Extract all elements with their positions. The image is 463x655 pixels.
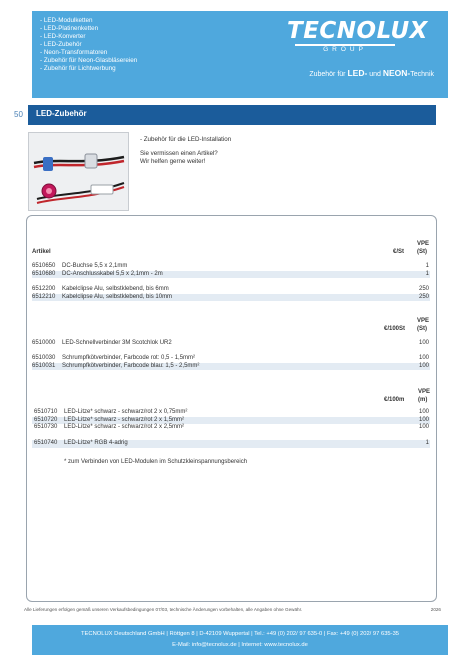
intro-text [140,136,231,166]
article-number: 6512210 [32,293,56,300]
product-photo [28,132,129,211]
article-description: Kabelclipse Alu, selbstklebend, bis 10mm [62,293,173,300]
article-vpe: 100 [418,340,429,346]
logo-group-text: GROUP [323,46,367,53]
header-banner [32,11,448,98]
table-row[interactable] [32,294,430,302]
article-vpe: 1 [425,440,429,446]
article-description: LED-Schnellverbinder 3M Scotchlok UR2 [62,340,172,346]
table-row[interactable] [32,440,430,448]
tagline: Zubehör für LED- und NEON-Technik [309,68,434,78]
article-vpe: 100 [418,409,429,415]
article-description: DC-Buchse 5,5 x 2,1mm [62,263,128,269]
article-description: LED-Litze* schwarz - schwarz/rot 2 x 2,5mm² [64,424,185,430]
table-row[interactable] [32,286,430,294]
article-number: 6510031 [32,362,56,369]
table-row[interactable] [32,424,430,432]
table-row[interactable] [32,363,430,371]
article-number: 6510650 [32,263,56,269]
article-description: LED-Litze* schwarz - schwarz/rot 2 x 1,5mm² [64,416,185,423]
intro-line: Wir helfen gerne weiter! [140,158,206,165]
col-header-vpe: VPE [418,389,431,395]
category-list [40,17,137,73]
intro-line: - Zubehör für die LED-Installation [140,136,232,143]
col-header-vpe: VPE [417,318,430,324]
article-description: LED-Litze* schwarz - schwarz/rot 2 x 0,75mm² [64,409,188,415]
article-description: Schrumpfkötverbinder, Farbcode rot: 0,5 - 1,5mm² [62,355,196,361]
col-header-vpe-unit: (m) [418,397,428,403]
article-vpe: 250 [418,286,429,292]
table-row[interactable] [32,409,430,417]
table-row[interactable] [32,417,430,425]
article-vpe: 100 [418,355,429,361]
article-description: Kabelclipse Alu, selbstklebend, bis 6mm [62,286,169,292]
article-vpe: 1 [425,270,429,277]
table-row[interactable] [32,271,430,279]
section-title: LED-Zubehör [36,109,87,118]
category-link[interactable]: - LED-Platinenketten [40,25,99,32]
col-header-price: €/100St [384,326,406,332]
article-number: 6512200 [32,286,56,292]
logo-wordmark: TECNOLUX [287,18,428,44]
col-header-price: €/100m [384,397,405,403]
article-number: 6510730 [34,424,58,430]
article-vpe: 1 [425,263,429,269]
footer-address: TECNOLUX Deutschland GmbH | Röttgen 8 | D-42109 Wuppertal | Tel.: +49 (0) 202/ 97 635-0 | Fax: +49 (0) 202/ 97 635-35 [80,631,400,637]
led-accessories-illustration [29,133,129,211]
section-header [28,105,436,125]
category-link[interactable]: - LED-Konverter [40,33,86,40]
article-vpe: 250 [418,293,429,300]
article-number: 6510710 [34,409,58,415]
table-footnote: * zum Verbinden von LED-Modulen im Schutzkleinspannungsbereich [64,459,248,465]
col-header-price: €/St [393,249,405,255]
col-header-vpe-unit: (St) [417,326,427,332]
article-vpe: 100 [418,362,429,369]
article-vpe: 100 [418,424,429,430]
article-number: 6510680 [32,270,56,277]
category-link[interactable]: - LED-Modulketten [40,17,93,24]
category-link[interactable]: - Zubehör für Neon-Glasbläsereien [40,57,138,64]
category-link[interactable]: - Zubehör für Lichtwerbung [40,65,116,72]
table-row[interactable] [32,355,430,363]
tecnolux-logo [287,16,428,61]
col-header-vpe-unit: (St) [417,249,427,255]
article-number: 6510740 [34,440,58,446]
page-number: 50 [14,110,23,119]
article-description: Schrumpfkötverbinder, Farbcode blau: 1,5 - 2,5mm² [62,362,200,369]
footer-contact[interactable]: E-Mail: info@tecnolux.de | Internet: www.tecnolux.de [172,642,308,648]
table-row[interactable] [32,340,430,348]
article-number: 6510030 [32,355,56,361]
article-number: 6510720 [34,416,58,423]
col-header-vpe: VPE [417,241,430,247]
table-row[interactable] [32,263,430,271]
legal-disclaimer: Alle Lieferungen erfolgen gemäß unseren Verkaufsbedingungen 07/03, technische Änderungen vorbehalten, alle Angaben ohne Gewähr. [24,607,303,612]
article-number: 6510000 [32,340,56,346]
article-vpe: 100 [418,416,429,423]
footer-banner [32,625,448,655]
category-link[interactable]: - Neon-Transformatoren [40,49,108,56]
category-link[interactable]: - LED-Zubehör [40,41,82,48]
article-description: DC-Anschlusskabel 5,5 x 2,1mm - 2m [62,270,163,277]
col-header-article: Artikel [32,249,51,255]
intro-line: Sie vermissen einen Artikel? [140,150,218,157]
article-description: LED-Litze* RGB 4-adrig [64,440,128,446]
catalog-year: 2026 [430,607,441,612]
